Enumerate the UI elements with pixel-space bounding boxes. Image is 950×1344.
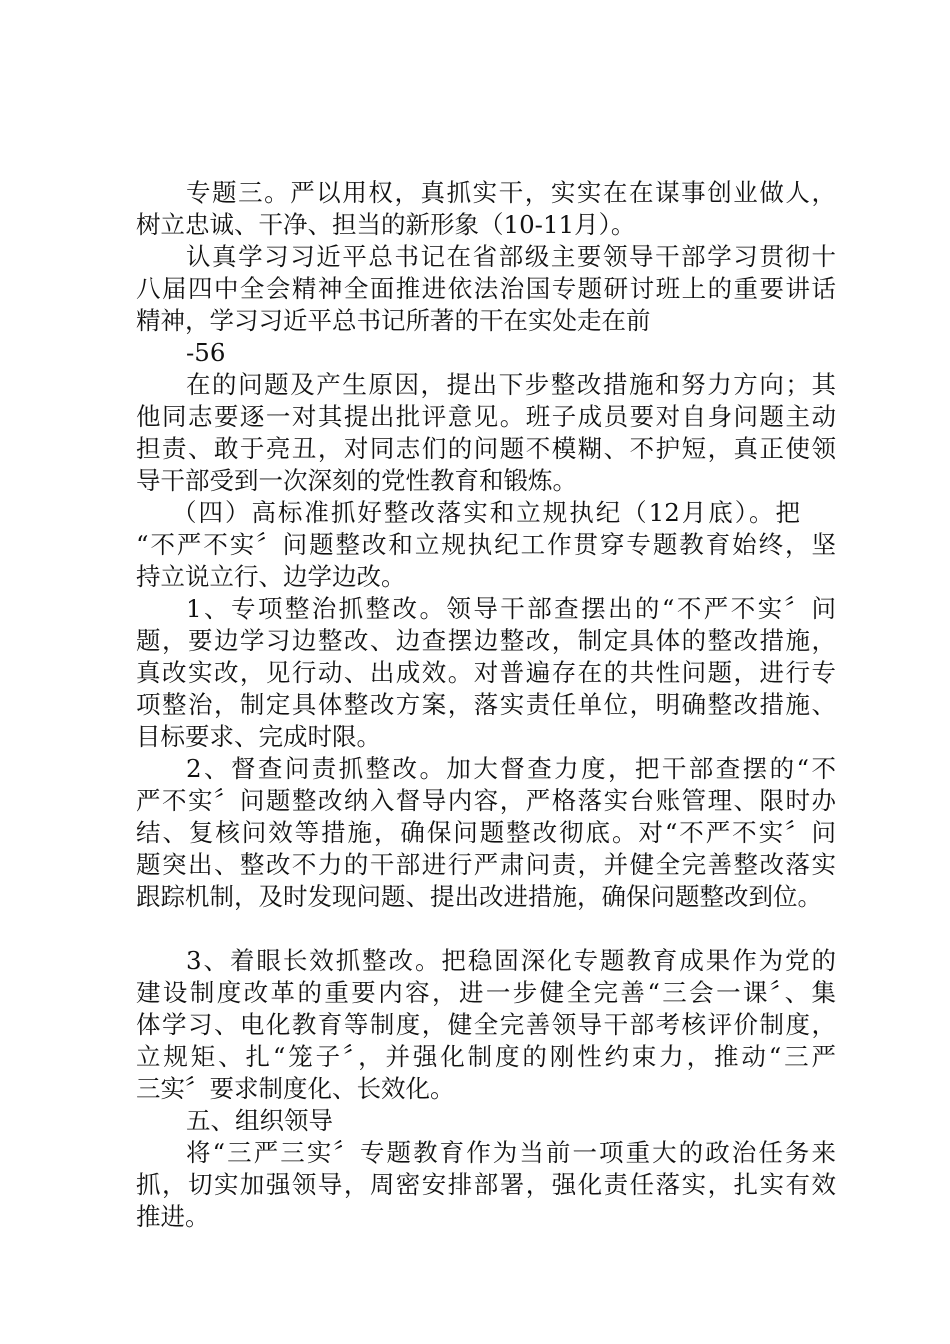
section-four-line-2: “不严不实〞问题整改和立规执纪工作贯穿专题教育始终，坚: [136, 530, 836, 559]
item-two-line-5: 跟踪机制，及时发现问题、提出改进措施，确保问题整改到位。: [136, 882, 822, 911]
item-two-line-1: 2、督查问责抓整改。加大督查力度，把干部查摆的“不: [186, 754, 836, 783]
item-two-line-3: 结、复核问效等措施，确保问题整改彻底。对“不严不实〞问: [136, 818, 836, 847]
item-two-line-2: 严不实〞问题整改纳入督导内容，严格落实台账管理、限时办: [136, 786, 836, 815]
problems-causes-line-1: 在的问题及产生原因，提出下步整改措施和努力方向；其: [186, 370, 836, 399]
study-speech-line-2: 八届四中全会精神全面推进依法治国专题研讨班上的重要讲话: [136, 274, 836, 303]
item-three-line-3: 体学习、电化教育等制度，健全完善领导干部考核评价制度，: [136, 1010, 836, 1039]
section-five-body-line-3: 推进。: [136, 1202, 210, 1231]
item-three-line-2: 建设制度改革的重要内容，进一步健全完善“三会一课〞、集: [136, 978, 836, 1007]
problems-causes-line-4: 导干部受到一次深刻的党性教育和锻炼。: [136, 466, 577, 495]
study-speech-line-3: 精神，学习习近平总书记所著的干在实处走在前: [136, 306, 651, 335]
page-marker: -56: [186, 338, 226, 367]
item-two-line-4: 题突出、整改不力的干部进行严肃问责，并健全完善整改落实: [136, 850, 836, 879]
item-one-line-4: 项整治，制定具体整改方案，落实责任单位，明确整改措施、: [136, 690, 836, 719]
section-five-body-line-2: 抓，切实加强领导，周密安排部署，强化责任落实，扎实有效: [136, 1170, 836, 1199]
problems-causes-line-3: 担责、敢于亮丑，对同志们的问题不模糊、不护短，真正使领: [136, 434, 836, 463]
item-one-line-1: 1、专项整治抓整改。领导干部查摆出的“不严不实〞问: [186, 594, 836, 623]
topic-three-line-2: 树立忠诚、干净、担当的新形象（10-11月）。: [136, 210, 636, 239]
section-five-body-line-1: 将“三严三实〞专题教育作为当前一项重大的政治任务来: [186, 1138, 836, 1167]
section-four-line-1: （四）高标准抓好整改落实和立规执纪（12月底）。把: [172, 498, 800, 527]
item-one-line-5: 目标要求、完成时限。: [136, 722, 381, 751]
section-four-line-3: 持立说立行、边学边改。: [136, 562, 406, 591]
study-speech-line-1: 认真学习习近平总书记在省部级主要领导干部学习贯彻十: [186, 242, 836, 271]
item-three-line-4: 立规矩、扎“笼子〞，并强化制度的刚性约束力，推动“三严: [136, 1042, 836, 1071]
item-three-line-1: 3、着眼长效抓整改。把稳固深化专题教育成果作为党的: [186, 946, 836, 975]
topic-three-line-1: 专题三。严以用权，真抓实干，实实在在谋事创业做人，: [186, 178, 836, 207]
item-three-line-5: 三实〞要求制度化、长效化。: [136, 1074, 455, 1103]
item-one-line-3: 真改实改，见行动、出成效。对普遍存在的共性问题，进行专: [136, 658, 836, 687]
item-one-line-2: 题，要边学习边整改、边查摆边整改，制定具体的整改措施，: [136, 626, 836, 655]
problems-causes-line-2: 他同志要逐一对其提出批评意见。班子成员要对自身问题主动: [136, 402, 836, 431]
section-five-heading: 五、组织领导: [186, 1106, 333, 1135]
